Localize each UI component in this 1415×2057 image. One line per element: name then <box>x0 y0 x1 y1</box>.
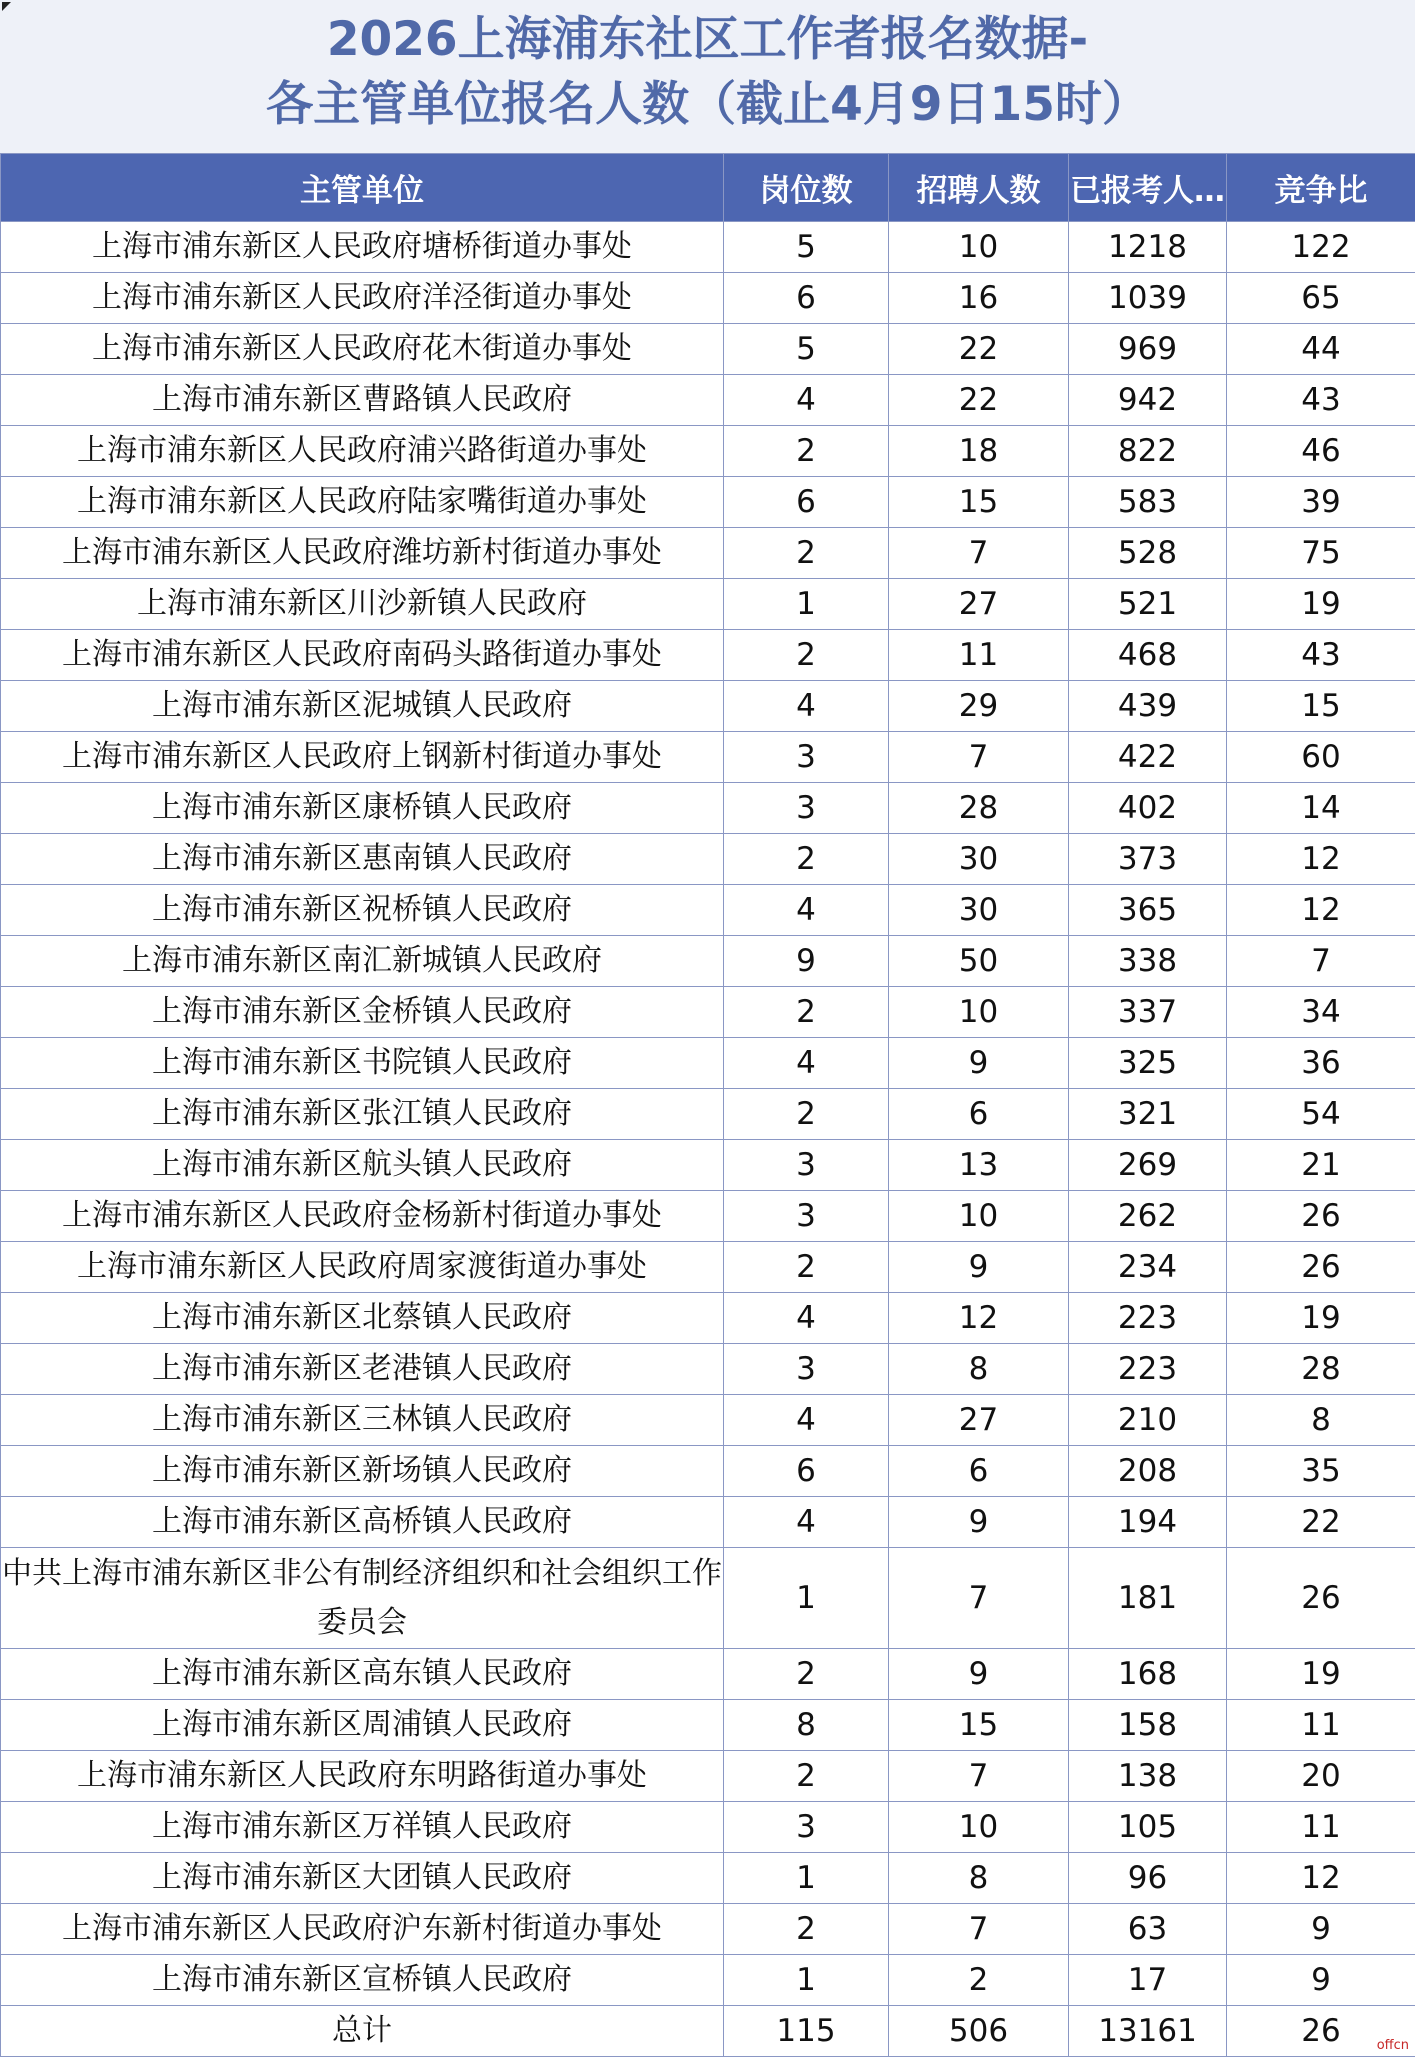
positions-cell: 2 <box>724 1751 889 1802</box>
ratio-cell: 11 <box>1227 1802 1415 1853</box>
ratio-cell: 36 <box>1227 1038 1415 1089</box>
applicants-cell: 181 <box>1069 1548 1227 1649</box>
table-row <box>1 222 1415 273</box>
applicants-cell: 1039 <box>1069 273 1227 324</box>
total-org-cell: 总计 <box>1 2006 724 2057</box>
positions-cell: 3 <box>724 1802 889 1853</box>
positions-cell: 3 <box>724 1140 889 1191</box>
positions-cell: 4 <box>724 681 889 732</box>
positions-cell: 5 <box>724 222 889 273</box>
positions-cell: 2 <box>724 987 889 1038</box>
hires-cell: 8 <box>889 1344 1069 1395</box>
org-cell: 中共上海市浦东新区非公有制经济组织和社会组织工作委员会 <box>1 1548 724 1649</box>
org-cell: 上海市浦东新区人民政府金杨新村街道办事处 <box>1 1191 724 1242</box>
ratio-cell: 26 <box>1227 1191 1415 1242</box>
ratio-cell: 39 <box>1227 477 1415 528</box>
applicants-cell: 822 <box>1069 426 1227 477</box>
applicants-cell: 223 <box>1069 1344 1227 1395</box>
positions-cell: 1 <box>724 1548 889 1649</box>
ratio-cell: 43 <box>1227 630 1415 681</box>
hires-cell: 27 <box>889 579 1069 630</box>
ratio-cell: 34 <box>1227 987 1415 1038</box>
positions-cell: 3 <box>724 783 889 834</box>
hires-cell: 9 <box>889 1497 1069 1548</box>
table-row <box>1 1344 1415 1395</box>
positions-cell: 3 <box>724 1191 889 1242</box>
ratio-cell: 19 <box>1227 579 1415 630</box>
applicants-cell: 402 <box>1069 783 1227 834</box>
ratio-cell: 15 <box>1227 681 1415 732</box>
hires-cell: 27 <box>889 1395 1069 1446</box>
org-cell: 上海市浦东新区人民政府沪东新村街道办事处 <box>1 1904 724 1955</box>
ratio-cell: 19 <box>1227 1649 1415 1700</box>
positions-cell: 4 <box>724 1497 889 1548</box>
positions-cell: 2 <box>724 1089 889 1140</box>
positions-cell: 4 <box>724 1038 889 1089</box>
org-cell: 上海市浦东新区大团镇人民政府 <box>1 1853 724 1904</box>
ratio-cell: 9 <box>1227 1955 1415 2006</box>
table-total-row <box>1 2006 1415 2057</box>
org-cell: 上海市浦东新区人民政府南码头路街道办事处 <box>1 630 724 681</box>
table-row <box>1 1751 1415 1802</box>
hires-cell: 22 <box>889 375 1069 426</box>
ratio-cell: 44 <box>1227 324 1415 375</box>
org-cell: 上海市浦东新区人民政府塘桥街道办事处 <box>1 222 724 273</box>
positions-cell: 3 <box>724 1344 889 1395</box>
table-row <box>1 1904 1415 1955</box>
table-row <box>1 1853 1415 1904</box>
table-row <box>1 1548 1415 1649</box>
header-ratio: 竞争比 <box>1227 154 1415 222</box>
applicants-cell: 105 <box>1069 1802 1227 1853</box>
applicants-cell: 942 <box>1069 375 1227 426</box>
table-row <box>1 1089 1415 1140</box>
hires-cell: 7 <box>889 1548 1069 1649</box>
ratio-cell: 9 <box>1227 1904 1415 1955</box>
hires-cell: 18 <box>889 426 1069 477</box>
applicants-cell: 210 <box>1069 1395 1227 1446</box>
org-cell: 上海市浦东新区航头镇人民政府 <box>1 1140 724 1191</box>
applicants-cell: 969 <box>1069 324 1227 375</box>
org-cell: 上海市浦东新区人民政府浦兴路街道办事处 <box>1 426 724 477</box>
registration-table <box>0 153 1415 2057</box>
table-row <box>1 273 1415 324</box>
org-cell: 上海市浦东新区书院镇人民政府 <box>1 1038 724 1089</box>
org-cell: 上海市浦东新区老港镇人民政府 <box>1 1344 724 1395</box>
applicants-cell: 96 <box>1069 1853 1227 1904</box>
positions-cell: 2 <box>724 1649 889 1700</box>
applicants-cell: 325 <box>1069 1038 1227 1089</box>
applicants-cell: 337 <box>1069 987 1227 1038</box>
hires-cell: 16 <box>889 273 1069 324</box>
applicants-cell: 262 <box>1069 1191 1227 1242</box>
ratio-cell: 12 <box>1227 1853 1415 1904</box>
hires-cell: 9 <box>889 1649 1069 1700</box>
table-row <box>1 936 1415 987</box>
ratio-cell: 75 <box>1227 528 1415 579</box>
org-cell: 上海市浦东新区北蔡镇人民政府 <box>1 1293 724 1344</box>
applicants-cell: 194 <box>1069 1497 1227 1548</box>
org-cell: 上海市浦东新区康桥镇人民政府 <box>1 783 724 834</box>
ratio-cell: 21 <box>1227 1140 1415 1191</box>
applicants-cell: 63 <box>1069 1904 1227 1955</box>
hires-cell: 29 <box>889 681 1069 732</box>
ratio-cell: 122 <box>1227 222 1415 273</box>
ratio-cell: 28 <box>1227 1344 1415 1395</box>
table-row <box>1 1497 1415 1548</box>
positions-cell: 6 <box>724 477 889 528</box>
applicants-cell: 521 <box>1069 579 1227 630</box>
org-cell: 上海市浦东新区宣桥镇人民政府 <box>1 1955 724 2006</box>
table-row <box>1 1802 1415 1853</box>
total-positions-cell: 115 <box>724 2006 889 2057</box>
table-row <box>1 1038 1415 1089</box>
hires-cell: 12 <box>889 1293 1069 1344</box>
table-row <box>1 324 1415 375</box>
header-hires: 招聘人数 <box>889 154 1069 222</box>
hires-cell: 30 <box>889 834 1069 885</box>
hires-cell: 13 <box>889 1140 1069 1191</box>
org-cell: 上海市浦东新区祝桥镇人民政府 <box>1 885 724 936</box>
ratio-cell: 22 <box>1227 1497 1415 1548</box>
hires-cell: 10 <box>889 222 1069 273</box>
positions-cell: 2 <box>724 528 889 579</box>
table-row <box>1 834 1415 885</box>
applicants-cell: 17 <box>1069 1955 1227 2006</box>
table-row <box>1 579 1415 630</box>
hires-cell: 6 <box>889 1089 1069 1140</box>
org-cell: 上海市浦东新区人民政府上钢新村街道办事处 <box>1 732 724 783</box>
table-row <box>1 732 1415 783</box>
applicants-cell: 373 <box>1069 834 1227 885</box>
org-cell: 上海市浦东新区万祥镇人民政府 <box>1 1802 724 1853</box>
org-cell: 上海市浦东新区人民政府周家渡街道办事处 <box>1 1242 724 1293</box>
table-row <box>1 681 1415 732</box>
ratio-cell: 12 <box>1227 885 1415 936</box>
applicants-cell: 439 <box>1069 681 1227 732</box>
table-row <box>1 1700 1415 1751</box>
applicants-cell: 468 <box>1069 630 1227 681</box>
org-cell: 上海市浦东新区惠南镇人民政府 <box>1 834 724 885</box>
title-area <box>0 0 1415 153</box>
applicants-cell: 365 <box>1069 885 1227 936</box>
applicants-cell: 208 <box>1069 1446 1227 1497</box>
applicants-cell: 158 <box>1069 1700 1227 1751</box>
positions-cell: 2 <box>724 426 889 477</box>
org-cell: 上海市浦东新区川沙新镇人民政府 <box>1 579 724 630</box>
hires-cell: 10 <box>889 987 1069 1038</box>
table-row <box>1 477 1415 528</box>
org-cell: 上海市浦东新区人民政府花木街道办事处 <box>1 324 724 375</box>
header-org: 主管单位 <box>1 154 724 222</box>
positions-cell: 4 <box>724 375 889 426</box>
positions-cell: 4 <box>724 1395 889 1446</box>
table-row <box>1 1242 1415 1293</box>
positions-cell: 4 <box>724 885 889 936</box>
total-applicants-cell: 13161 <box>1069 2006 1227 2057</box>
table-row <box>1 426 1415 477</box>
table-row <box>1 375 1415 426</box>
org-cell: 上海市浦东新区南汇新城镇人民政府 <box>1 936 724 987</box>
hires-cell: 7 <box>889 1751 1069 1802</box>
org-cell: 上海市浦东新区张江镇人民政府 <box>1 1089 724 1140</box>
applicants-cell: 138 <box>1069 1751 1227 1802</box>
org-cell: 上海市浦东新区新场镇人民政府 <box>1 1446 724 1497</box>
applicants-cell: 321 <box>1069 1089 1227 1140</box>
ratio-cell: 26 <box>1227 1548 1415 1649</box>
hires-cell: 7 <box>889 1904 1069 1955</box>
table-row <box>1 783 1415 834</box>
applicants-cell: 168 <box>1069 1649 1227 1700</box>
hires-cell: 10 <box>889 1802 1069 1853</box>
table-body <box>1 222 1415 2057</box>
positions-cell: 9 <box>724 936 889 987</box>
ratio-cell: 46 <box>1227 426 1415 477</box>
org-cell: 上海市浦东新区人民政府东明路街道办事处 <box>1 1751 724 1802</box>
table-row <box>1 885 1415 936</box>
ratio-cell: 14 <box>1227 783 1415 834</box>
org-cell: 上海市浦东新区泥城镇人民政府 <box>1 681 724 732</box>
positions-cell: 2 <box>724 1904 889 1955</box>
ratio-cell: 12 <box>1227 834 1415 885</box>
hires-cell: 2 <box>889 1955 1069 2006</box>
positions-cell: 6 <box>724 1446 889 1497</box>
ratio-cell: 54 <box>1227 1089 1415 1140</box>
applicants-cell: 528 <box>1069 528 1227 579</box>
ratio-cell: 26 <box>1227 1242 1415 1293</box>
hires-cell: 8 <box>889 1853 1069 1904</box>
table-row <box>1 1955 1415 2006</box>
table-row <box>1 1446 1415 1497</box>
hires-cell: 15 <box>889 477 1069 528</box>
hires-cell: 10 <box>889 1191 1069 1242</box>
ratio-cell: 7 <box>1227 936 1415 987</box>
ratio-cell: 35 <box>1227 1446 1415 1497</box>
positions-cell: 1 <box>724 1853 889 1904</box>
org-cell: 上海市浦东新区金桥镇人民政府 <box>1 987 724 1038</box>
table-header-row <box>1 154 1415 222</box>
ratio-cell: 60 <box>1227 732 1415 783</box>
table-row <box>1 1140 1415 1191</box>
header-applicants: 已报考人… <box>1069 154 1227 222</box>
hires-cell: 28 <box>889 783 1069 834</box>
ratio-cell: 20 <box>1227 1751 1415 1802</box>
table-row <box>1 528 1415 579</box>
positions-cell: 8 <box>724 1700 889 1751</box>
applicants-cell: 338 <box>1069 936 1227 987</box>
table-row <box>1 1293 1415 1344</box>
header-positions: 岗位数 <box>724 154 889 222</box>
hires-cell: 7 <box>889 732 1069 783</box>
hires-cell: 15 <box>889 1700 1069 1751</box>
table-row <box>1 1395 1415 1446</box>
positions-cell: 4 <box>724 1293 889 1344</box>
positions-cell: 5 <box>724 324 889 375</box>
hires-cell: 30 <box>889 885 1069 936</box>
ratio-cell: 11 <box>1227 1700 1415 1751</box>
ratio-cell: 8 <box>1227 1395 1415 1446</box>
org-cell: 上海市浦东新区周浦镇人民政府 <box>1 1700 724 1751</box>
table-row <box>1 630 1415 681</box>
total-ratio-cell: 26 <box>1227 2006 1415 2057</box>
table-row <box>1 1649 1415 1700</box>
total-hires-cell: 506 <box>889 2006 1069 2057</box>
positions-cell: 1 <box>724 1955 889 2006</box>
page-title-line-1: 2026上海浦东社区工作者报名数据- <box>326 12 1089 67</box>
hires-cell: 6 <box>889 1446 1069 1497</box>
applicants-cell: 1218 <box>1069 222 1227 273</box>
org-cell: 上海市浦东新区高桥镇人民政府 <box>1 1497 724 1548</box>
hires-cell: 11 <box>889 630 1069 681</box>
hires-cell: 50 <box>889 936 1069 987</box>
hires-cell: 9 <box>889 1038 1069 1089</box>
hires-cell: 7 <box>889 528 1069 579</box>
org-cell: 上海市浦东新区人民政府陆家嘴街道办事处 <box>1 477 724 528</box>
org-cell: 上海市浦东新区高东镇人民政府 <box>1 1649 724 1700</box>
org-cell: 上海市浦东新区三林镇人民政府 <box>1 1395 724 1446</box>
ratio-cell: 43 <box>1227 375 1415 426</box>
watermark-logo: offcn <box>1376 2038 1409 2053</box>
org-cell: 上海市浦东新区人民政府潍坊新村街道办事处 <box>1 528 724 579</box>
positions-cell: 2 <box>724 834 889 885</box>
positions-cell: 1 <box>724 579 889 630</box>
positions-cell: 2 <box>724 630 889 681</box>
org-cell: 上海市浦东新区曹路镇人民政府 <box>1 375 724 426</box>
positions-cell: 3 <box>724 732 889 783</box>
table-row <box>1 987 1415 1038</box>
applicants-cell: 269 <box>1069 1140 1227 1191</box>
positions-cell: 6 <box>724 273 889 324</box>
table-row <box>1 1191 1415 1242</box>
applicants-cell: 583 <box>1069 477 1227 528</box>
hires-cell: 9 <box>889 1242 1069 1293</box>
applicants-cell: 234 <box>1069 1242 1227 1293</box>
hires-cell: 22 <box>889 324 1069 375</box>
ratio-cell: 19 <box>1227 1293 1415 1344</box>
applicants-cell: 223 <box>1069 1293 1227 1344</box>
ratio-cell: 65 <box>1227 273 1415 324</box>
positions-cell: 2 <box>724 1242 889 1293</box>
page-title-line-2: 各主管单位报名人数（截止4月9日15时） <box>266 77 1149 132</box>
org-cell: 上海市浦东新区人民政府洋泾街道办事处 <box>1 273 724 324</box>
applicants-cell: 422 <box>1069 732 1227 783</box>
